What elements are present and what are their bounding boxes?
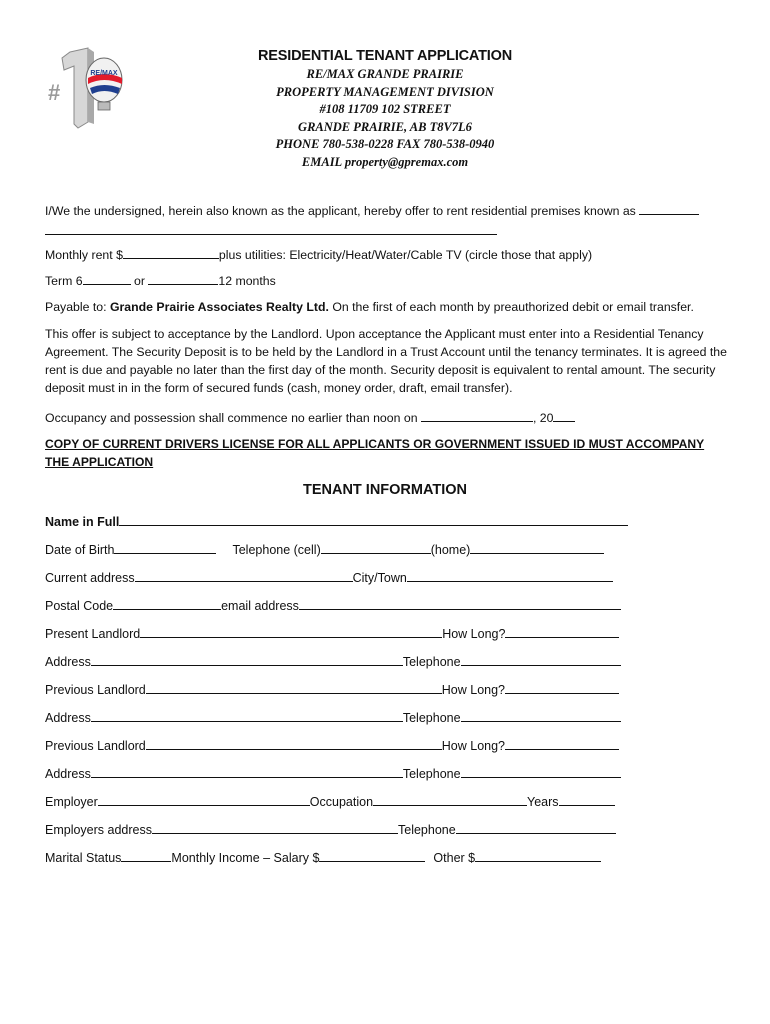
header-line-2: PROPERTY MANAGEMENT DIVISION	[276, 84, 494, 99]
address-label-2: Address	[45, 711, 91, 725]
occupancy-date-blank[interactable]	[421, 409, 533, 422]
income-field[interactable]	[319, 849, 425, 862]
dob-label: Date of Birth	[45, 543, 115, 557]
rent-suffix: plus utilities: Electricity/Heat/Water/Cable TV (circle those that apply)	[218, 248, 593, 262]
address-row-2	[45, 709, 621, 725]
logo-brand-text: RE/MAX	[90, 70, 118, 77]
intro-line	[45, 202, 699, 218]
employers-address-label: Employers address	[45, 823, 152, 837]
other-income-field[interactable]	[475, 849, 601, 862]
telephone-label-3: Telephone	[402, 767, 461, 781]
occupation-label: Occupation	[309, 795, 374, 809]
dob-field[interactable]	[114, 541, 216, 554]
years-field[interactable]	[559, 793, 615, 806]
rent-prefix: Monthly rent $	[45, 248, 123, 262]
telephone-field-1[interactable]	[461, 653, 621, 666]
employer-row	[45, 793, 615, 809]
rent-line	[45, 246, 592, 262]
address-label-1: Address	[45, 655, 91, 669]
employer-telephone-field[interactable]	[456, 821, 616, 834]
marital-label: Marital Status	[45, 851, 122, 865]
id-notice-text: COPY OF CURRENT DRIVERS LICENSE FOR ALL APPLICANTS OR GOVERNMENT ISSUED ID MUST ACCOMPANY THE APPLICATION	[45, 437, 705, 469]
current-address-label: Current address	[45, 571, 135, 585]
city-label: City/Town	[352, 571, 407, 585]
name-row	[45, 513, 628, 529]
marital-row	[45, 849, 601, 865]
telephone-label-2: Telephone	[402, 711, 461, 725]
occupancy-line	[45, 409, 575, 425]
employers-address-row	[45, 821, 616, 837]
email-label: email address	[221, 599, 299, 613]
term-middle: or	[134, 274, 145, 288]
premises-blank[interactable]	[639, 202, 699, 215]
term-blank-2[interactable]	[148, 272, 218, 285]
address-field-1[interactable]	[91, 653, 403, 666]
address-row-1	[45, 653, 621, 669]
term-line	[45, 272, 276, 288]
occupancy-year-prefix: , 20	[532, 411, 554, 425]
how-long-label-2: How Long?	[441, 683, 506, 697]
payable-prefix: Payable to:	[45, 300, 107, 314]
previous-landlord-row-1	[45, 681, 619, 697]
payable-company: Grande Prairie Associates Realty Ltd.	[109, 300, 329, 314]
header-line-5: PHONE 780-538-0228 FAX 780-538-0940	[275, 137, 495, 152]
previous-landlord-field-1[interactable]	[146, 681, 442, 694]
tel-cell-field[interactable]	[321, 541, 431, 554]
previous-landlord-field-2[interactable]	[146, 737, 442, 750]
city-field[interactable]	[407, 569, 613, 582]
present-landlord-row	[45, 625, 619, 641]
how-long-label-3: How Long?	[441, 739, 506, 753]
intro-text: I/We the undersigned, herein also known as the applicant, hereby offer to rent residential premises known as	[45, 204, 636, 218]
address-field-3[interactable]	[91, 765, 403, 778]
svg-text:#: #	[48, 80, 61, 105]
form-title: RESIDENTIAL TENANT APPLICATION	[258, 48, 512, 64]
present-landlord-field[interactable]	[140, 625, 442, 638]
rent-amount-blank[interactable]	[123, 246, 219, 259]
header-line-4: GRANDE PRAIRIE, AB T8V7L6	[298, 119, 472, 134]
years-label: Years	[527, 795, 559, 809]
email-field[interactable]	[299, 597, 621, 610]
remax-logo	[44, 44, 124, 132]
postal-row	[45, 597, 621, 613]
home-phone-field[interactable]	[470, 541, 604, 554]
how-long-label: How Long?	[442, 627, 506, 641]
name-field[interactable]	[119, 513, 628, 526]
header-line-1: RE/MAX GRANDE PRAIRIE	[306, 67, 464, 81]
occupancy-prefix: Occupancy and possession shall commence no earlier than noon on	[45, 411, 418, 425]
telephone-field-2[interactable]	[461, 709, 621, 722]
address-field-2[interactable]	[91, 709, 403, 722]
premises-blank-2[interactable]	[45, 222, 497, 235]
term-suffix: 12 months	[218, 274, 276, 288]
previous-landlord-row-2	[45, 737, 619, 753]
intro-continuation	[45, 222, 497, 238]
current-address-field[interactable]	[135, 569, 353, 582]
postal-label: Postal Code	[45, 599, 114, 613]
tenant-information-title: TENANT INFORMATION	[302, 482, 468, 498]
telephone-label-4: Telephone	[398, 823, 456, 837]
form-header	[170, 48, 600, 172]
payable-line	[45, 300, 694, 314]
address-row-3	[45, 765, 621, 781]
other-label: Other $	[433, 851, 476, 865]
name-label: Name in Full	[45, 515, 120, 529]
telephone-field-3[interactable]	[461, 765, 621, 778]
term-blank-1[interactable]	[83, 272, 131, 285]
tel-cell-label: Telephone (cell)	[232, 543, 321, 557]
term-prefix: Term 6	[45, 274, 83, 288]
occupancy-year-blank[interactable]	[553, 409, 575, 422]
offer-text: This offer is subject to acceptance by the Landlord. Upon acceptance the Applicant must enter into a Residential Tenancy Agreement. The Security Deposit is to be held by the Landlord in a Trust Account until the tenancy terminates. It is agreed the rent is due and payable no later than the first day of the month. Security deposit is equivalent to rental amount. The security deposit must in in the form of secured funds (cash, money order, draft, email transfer).	[45, 327, 727, 395]
id-notice	[45, 435, 730, 471]
payable-suffix: On the first of each month by preauthorized debit or email transfer.	[332, 300, 694, 314]
home-label: (home)	[430, 543, 471, 557]
previous-landlord-label-2: Previous Landlord	[45, 739, 146, 753]
employer-label: Employer	[45, 795, 98, 809]
occupation-field[interactable]	[373, 793, 527, 806]
header-line-3: #108 11709 102 STREET	[319, 102, 451, 117]
how-long-field[interactable]	[505, 625, 619, 638]
offer-paragraph	[45, 325, 730, 397]
telephone-label-1: Telephone	[402, 655, 461, 669]
income-label: Monthly Income – Salary $	[171, 851, 320, 865]
marital-field[interactable]	[121, 849, 171, 862]
present-landlord-label: Present Landlord	[45, 627, 141, 641]
current-address-row	[45, 569, 613, 585]
dob-row	[45, 541, 604, 557]
how-long-field-2[interactable]	[505, 681, 619, 694]
previous-landlord-label-1: Previous Landlord	[45, 683, 146, 697]
address-label-3: Address	[45, 767, 91, 781]
how-long-field-3[interactable]	[505, 737, 619, 750]
postal-field[interactable]	[113, 597, 221, 610]
header-line-6: EMAIL property@gpremax.com	[301, 154, 469, 169]
employer-field[interactable]	[98, 793, 310, 806]
employers-address-field[interactable]	[152, 821, 398, 834]
